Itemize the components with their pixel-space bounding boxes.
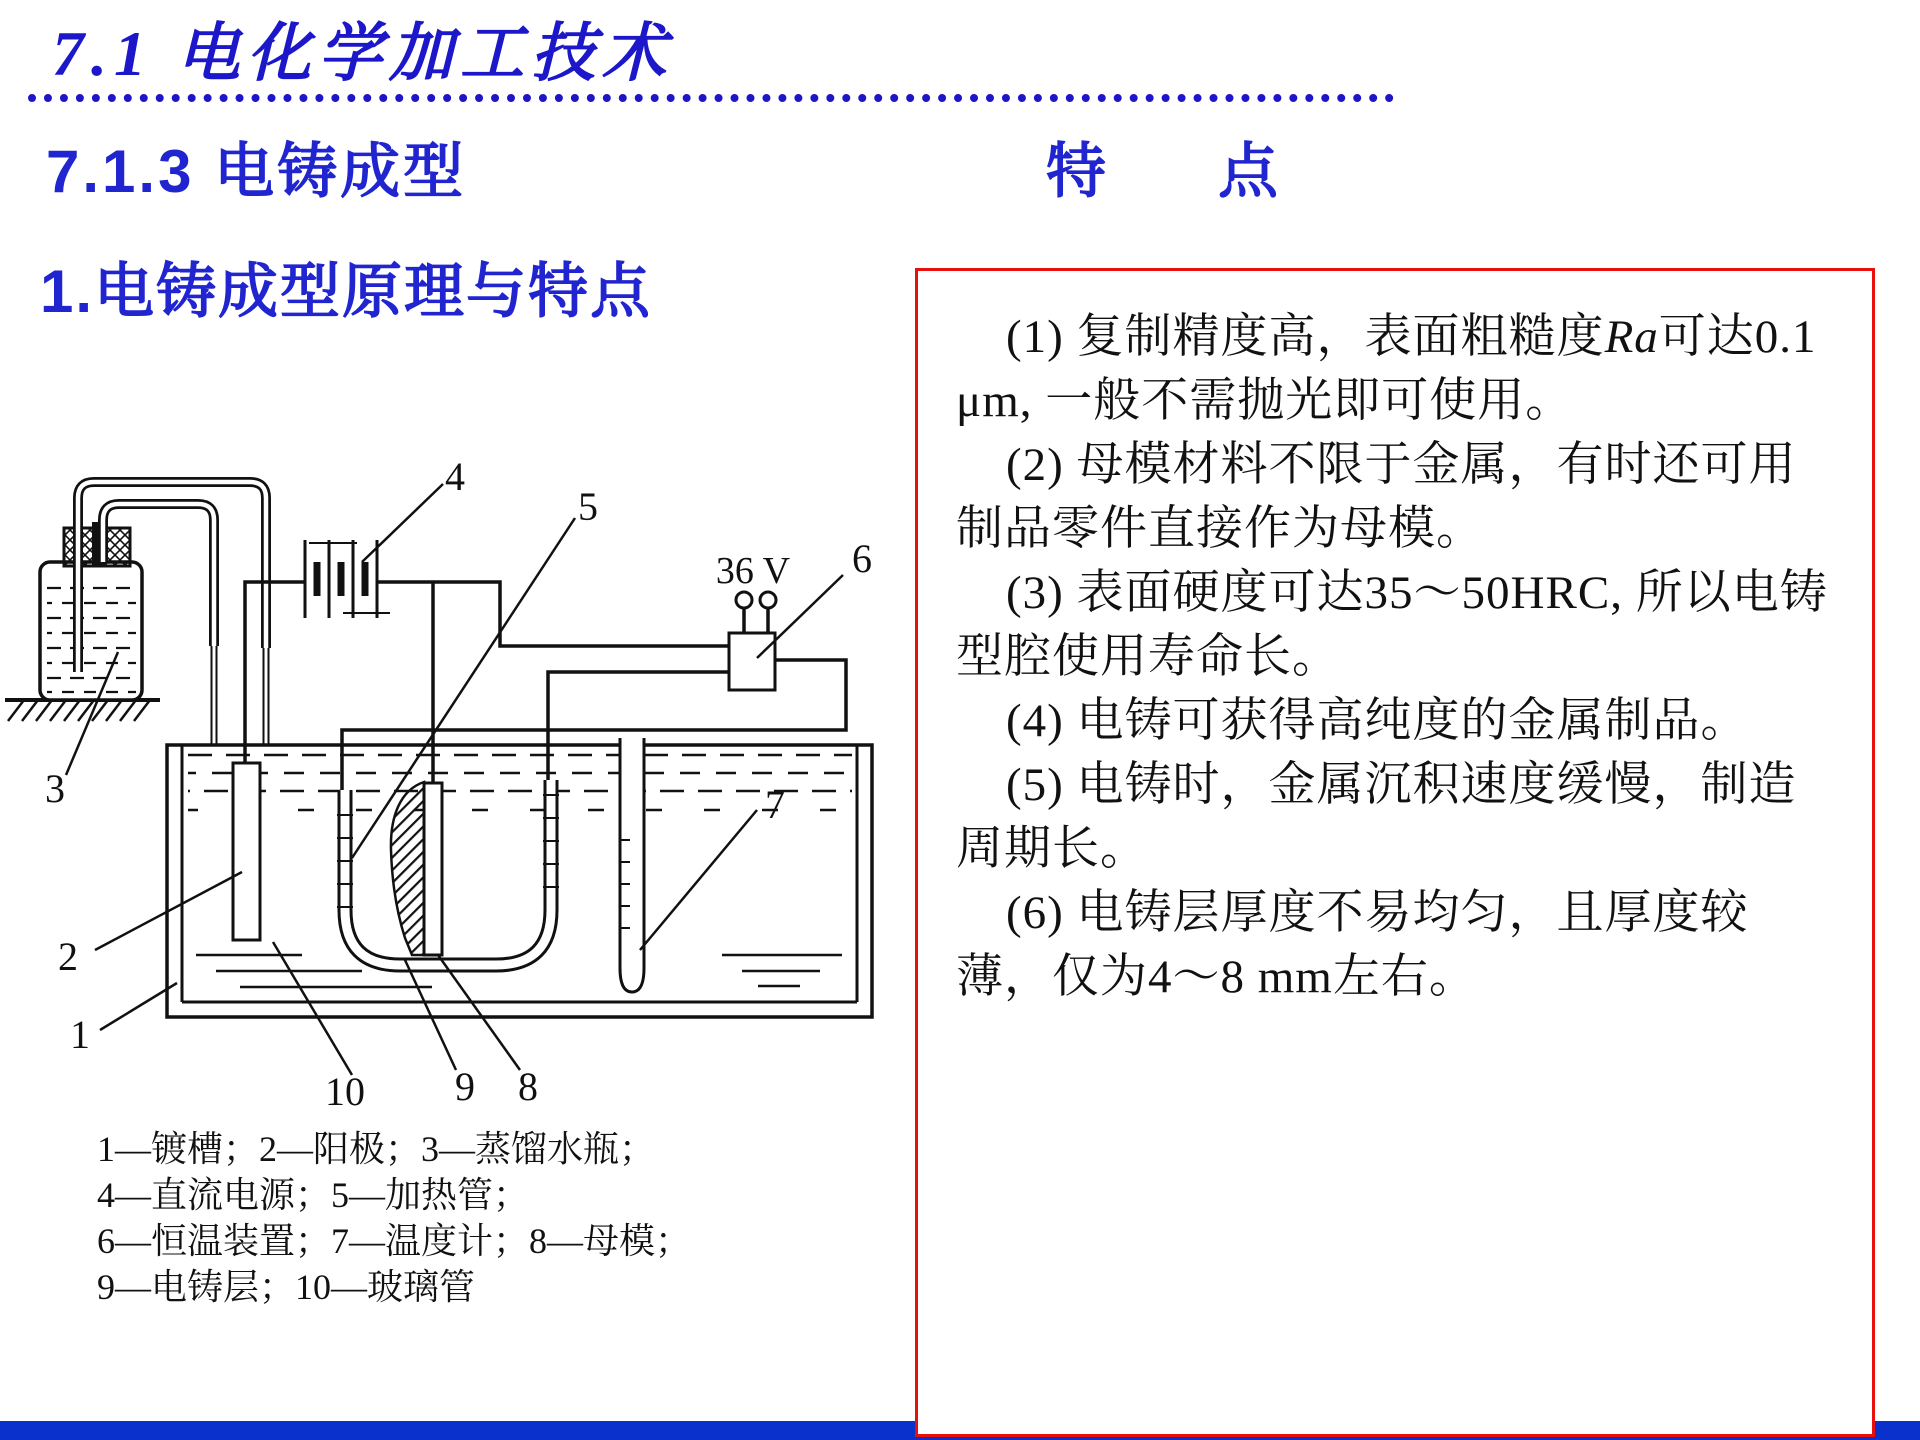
feature-item-2: (2) 母模材料不限于金属，有时还可用制品零件直接作为母模。 [956,439,1797,555]
callout-6: 6 [852,536,872,581]
callout-4: 4 [445,454,465,499]
callout-5: 5 [578,484,598,529]
feature-item-1: (1) 复制精度高，表面粗糙度Ra可达0.1 μm, 一般不需抛光即可使用。 [956,311,1817,427]
distilled-water-bottle [40,522,142,700]
callout-2: 2 [58,934,78,979]
feature-item-3: (3) 表面硬度可达35～50HRC, 所以电铸型腔使用寿命长。 [956,567,1828,683]
feature-item-4: (4) 电铸可获得高纯度的金属制品。 [1006,695,1749,747]
legend-line: 4—直流电源；5—加热管； [97,1175,530,1215]
callout-8: 8 [518,1064,538,1109]
dc-power-source [305,540,390,618]
thermostat-box [729,633,775,690]
terminal-post-right [760,592,776,608]
terminal-post-left [736,592,752,608]
callout-10: 10 [325,1069,365,1114]
dotted-separator [28,94,1394,102]
features-heading: 特 点 [1046,138,1304,205]
subtopic-title: 1.电铸成型原理与特点 [40,258,653,325]
diagram-legend [97,1126,691,1310]
callout-3: 3 [45,766,65,811]
section-title: 7.1 电化学加工技术 [52,18,673,89]
subsection-title: 7.1.3 电铸成型 [46,138,467,205]
ground-hatching [5,700,160,721]
feature-item-5: (5) 电铸时，金属沉积速度缓慢，制造周期长。 [956,759,1797,875]
feature-item-6: (6) 电铸层厚度不易均匀，且厚度较薄，仅为4～8 mm左右。 [956,887,1749,1003]
callout-9: 9 [455,1064,475,1109]
legend-line: 1—镀槽；2—阳极；3—蒸馏水瓶； [97,1129,656,1169]
voltage-label: 36 V [715,550,791,592]
callout-1: 1 [70,1012,90,1057]
legend-line: 9—电铸层；10—玻璃管 [97,1267,476,1307]
thermometer [620,738,644,992]
legend-line: 6—恒温装置；7—温度计；8—母模； [97,1221,692,1261]
mandrel-plate [424,783,442,955]
callout-7: 7 [765,782,785,827]
features-panel [915,268,1875,1437]
electroforming-diagram [0,370,900,1130]
anode-plate [233,763,260,940]
